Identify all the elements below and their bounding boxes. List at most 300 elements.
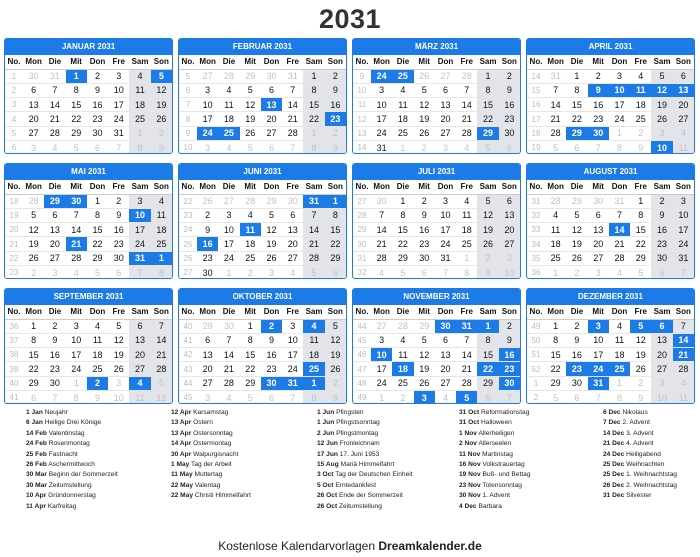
week-number: 33 <box>527 223 545 237</box>
month-calendar <box>526 163 695 279</box>
holiday-date: 26 Oct <box>317 492 338 500</box>
holiday-day-cell: 1 <box>303 376 324 390</box>
week-number: 47 <box>353 362 371 376</box>
day-cell: 4 <box>151 194 172 208</box>
holiday-name: Silvester <box>626 492 652 500</box>
weekday-header: Die <box>392 180 413 194</box>
day-cell: 4 <box>290 267 296 278</box>
day-cell: 17 <box>108 98 129 112</box>
holiday-name: Pfingstsonntag <box>336 419 380 427</box>
weekday-header: Fre <box>456 305 477 319</box>
weekday-header: Sam <box>129 55 150 69</box>
holiday-day-cell: 31 <box>129 251 150 265</box>
month-title: DEZEMBER 2031 <box>527 289 694 305</box>
day-cell: 27 <box>197 69 218 83</box>
weekday-header: Son <box>151 305 172 319</box>
day-cell: 2 <box>108 194 129 208</box>
holiday-item <box>26 470 118 480</box>
day-cell: 29 <box>392 251 413 265</box>
day-cell: 28 <box>218 376 239 390</box>
day-cell: 14 <box>456 98 477 112</box>
holiday-column <box>26 408 118 512</box>
day-cell: 27 <box>435 126 456 140</box>
week-row <box>179 333 346 347</box>
holiday-item <box>317 418 413 428</box>
day-cell: 24 <box>609 112 630 126</box>
day-cell: 1 <box>553 267 559 278</box>
holiday-day-cell: 2 <box>87 376 108 390</box>
month-table <box>353 305 520 404</box>
week-row <box>353 237 520 251</box>
week-row <box>179 126 346 140</box>
holiday-item <box>26 491 118 501</box>
day-cell: 18 <box>303 348 324 362</box>
day-cell: 7 <box>371 208 392 222</box>
day-cell: 9 <box>325 83 346 97</box>
day-cell: 12 <box>414 348 435 362</box>
week-number-header: No. <box>179 305 197 319</box>
day-cell: 24 <box>435 237 456 251</box>
day-cell: 27 <box>371 319 392 333</box>
day-cell: 1 <box>609 376 630 390</box>
day-cell: 17 <box>588 348 609 362</box>
holiday-name: 4. Advent <box>626 440 654 448</box>
day-cell: 2 <box>400 392 406 403</box>
day-cell: 27 <box>197 376 218 390</box>
week-number: 23 <box>9 268 19 278</box>
holiday-item <box>603 481 677 491</box>
day-cell: 30 <box>44 376 65 390</box>
week-number: 14 <box>357 143 367 153</box>
day-cell: 29 <box>477 376 498 390</box>
day-cell: 5 <box>23 208 44 222</box>
day-cell: 19 <box>630 348 651 362</box>
day-cell: 2 <box>31 267 37 278</box>
day-cell: 4 <box>226 392 232 403</box>
day-cell: 7 <box>303 208 324 222</box>
day-cell: 28 <box>218 69 239 83</box>
day-cell: 17 <box>371 362 392 376</box>
weekday-header: Mon <box>545 55 566 69</box>
day-cell: 2 <box>574 267 580 278</box>
holiday-date: 4 Dec <box>459 502 477 510</box>
month-title: SEPTEMBER 2031 <box>5 289 172 305</box>
day-cell: 10 <box>113 392 124 403</box>
holiday-date: 21 Dec <box>603 440 625 448</box>
day-cell: 21 <box>282 112 303 126</box>
week-number-header: No. <box>353 305 371 319</box>
week-number: 28 <box>353 208 371 222</box>
day-cell: 26 <box>197 194 218 208</box>
week-row <box>5 362 172 376</box>
week-number: 46 <box>353 348 371 362</box>
day-cell: 17 <box>282 348 303 362</box>
holiday-name: Reformationstag <box>481 409 530 416</box>
day-cell: 19 <box>151 98 172 112</box>
day-cell: 13 <box>282 223 303 237</box>
holiday-name: Allerseelen <box>478 440 512 448</box>
holiday-item <box>26 408 118 418</box>
day-cell: 19 <box>108 348 129 362</box>
month-title: MÄRZ 2031 <box>353 39 520 55</box>
day-cell: 23 <box>588 112 609 126</box>
day-cell: 2 <box>325 69 346 83</box>
week-row <box>5 194 172 208</box>
day-cell: 27 <box>499 237 520 251</box>
holiday-name: Christi Himmelfahrt <box>194 492 251 500</box>
holiday-name: Beginn der Sommerzeit <box>48 471 118 479</box>
week-row <box>179 140 346 154</box>
day-cell: 6 <box>574 392 580 403</box>
week-row <box>527 348 694 362</box>
holiday-name: Ostern <box>193 419 213 427</box>
day-cell: 19 <box>23 237 44 251</box>
day-cell: 1 <box>240 319 261 333</box>
day-cell: 3 <box>108 69 129 83</box>
holiday-day-cell: 16 <box>499 348 520 362</box>
footer-text: Kostenlose Kalendarvorlagen <box>218 539 379 553</box>
weekday-header: Mit <box>414 180 435 194</box>
day-cell: 5 <box>477 194 498 208</box>
day-cell: 21 <box>545 112 566 126</box>
week-row <box>179 194 346 208</box>
weekday-header: Sam <box>477 55 498 69</box>
holiday-item <box>317 439 413 449</box>
day-cell: 6 <box>94 142 100 153</box>
week-number: 48 <box>353 376 371 390</box>
weekday-header: Don <box>261 55 282 69</box>
holiday-name: 2. Weihnachtstag <box>626 481 677 489</box>
day-cell: 24 <box>282 362 303 376</box>
weekday-header: Sam <box>303 55 324 69</box>
day-cell: 8 <box>545 333 566 347</box>
holiday-item <box>317 470 413 480</box>
day-cell: 20 <box>651 348 672 362</box>
day-cell: 26 <box>23 251 44 265</box>
week-number: 13 <box>353 126 371 140</box>
holiday-column <box>317 408 413 512</box>
weekday-header: Sam <box>303 180 324 194</box>
week-number: 32 <box>527 208 545 222</box>
day-cell: 3 <box>268 267 274 278</box>
day-cell: 16 <box>588 98 609 112</box>
day-cell: 14 <box>371 223 392 237</box>
week-row <box>527 208 694 222</box>
weekday-header: Die <box>566 180 587 194</box>
holiday-date: 2 Nov <box>459 440 477 448</box>
holiday-item <box>603 491 677 501</box>
week-number: 44 <box>179 376 197 390</box>
holiday-date: 31 Oct <box>459 409 480 416</box>
day-cell: 5 <box>651 69 672 83</box>
week-row <box>353 208 520 222</box>
holiday-item <box>603 408 677 418</box>
day-cell: 5 <box>108 319 129 333</box>
day-cell: 31 <box>376 142 387 153</box>
day-cell: 26 <box>566 251 587 265</box>
weekday-header: Mon <box>371 180 392 194</box>
day-cell: 29 <box>66 126 87 140</box>
holiday-column <box>459 408 531 512</box>
weekday-header: Mon <box>197 55 218 69</box>
day-cell: 27 <box>44 251 65 265</box>
day-cell: 10 <box>588 333 609 347</box>
holiday-item <box>603 439 677 449</box>
day-cell: 22 <box>477 112 498 126</box>
holiday-date: 10 Apr <box>26 492 47 500</box>
week-number: 39 <box>5 362 23 376</box>
holiday-item <box>459 408 531 418</box>
weekday-header: Son <box>673 305 694 319</box>
weekday-header: Sam <box>477 305 498 319</box>
day-cell: 8 <box>464 267 470 278</box>
day-cell: 7 <box>442 267 448 278</box>
day-cell: 29 <box>23 376 44 390</box>
holiday-day-cell: 14 <box>673 333 694 347</box>
day-cell: 16 <box>566 348 587 362</box>
day-cell: 13 <box>23 98 44 112</box>
holiday-day-cell: 24 <box>588 362 609 376</box>
week-row <box>5 126 172 140</box>
day-cell: 25 <box>87 362 108 376</box>
month-title: APRIL 2031 <box>527 39 694 55</box>
week-number: 22 <box>179 194 197 208</box>
day-cell: 7 <box>218 333 239 347</box>
week-row <box>353 98 520 112</box>
weekday-header: Sam <box>129 180 150 194</box>
day-cell: 7 <box>282 83 303 97</box>
day-cell: 8 <box>616 392 622 403</box>
week-number: 11 <box>353 98 371 112</box>
day-cell: 16 <box>499 98 520 112</box>
holiday-day-cell: 16 <box>197 237 218 251</box>
holiday-day-cell: 25 <box>609 362 630 376</box>
day-cell: 20 <box>435 112 456 126</box>
weekday-header: Die <box>44 180 65 194</box>
day-cell: 3 <box>442 142 448 153</box>
weekday-header: Fre <box>282 180 303 194</box>
holiday-date: 25 Dec <box>603 471 625 479</box>
day-cell: 9 <box>325 390 346 404</box>
day-cell: 9 <box>566 333 587 347</box>
week-number-header: No. <box>5 180 23 194</box>
day-cell: 5 <box>94 267 100 278</box>
day-cell: 5 <box>247 392 253 403</box>
day-cell: 24 <box>66 362 87 376</box>
week-number: 2 <box>5 83 23 97</box>
week-number: 5 <box>179 69 197 83</box>
holiday-day-cell: 4 <box>129 376 150 390</box>
week-row <box>353 376 520 390</box>
week-row <box>353 112 520 126</box>
holiday-date: 16 Nov <box>459 461 481 469</box>
holiday-day-cell: 12 <box>651 83 672 97</box>
footer <box>0 539 700 553</box>
day-cell: 14 <box>282 98 303 112</box>
day-cell: 2 <box>421 142 427 153</box>
day-cell: 20 <box>499 223 520 237</box>
weekday-header: Sam <box>651 180 672 194</box>
day-cell: 18 <box>129 98 150 112</box>
weekday-header: Fre <box>108 180 129 194</box>
day-cell: 1 <box>456 251 477 265</box>
holiday-day-cell: 29 <box>44 194 65 208</box>
week-number: 23 <box>179 208 197 222</box>
day-cell: 13 <box>197 348 218 362</box>
weekday-header: Don <box>435 180 456 194</box>
day-cell: 11 <box>129 83 150 97</box>
holiday-day-cell: 30 <box>261 376 282 390</box>
day-cell: 2 <box>325 126 346 140</box>
day-cell: 28 <box>673 362 694 376</box>
month-table <box>527 305 694 404</box>
day-cell: 2 <box>566 319 587 333</box>
day-cell: 20 <box>197 362 218 376</box>
day-cell: 20 <box>435 362 456 376</box>
holiday-item <box>459 429 531 439</box>
weekday-header: Fre <box>456 180 477 194</box>
day-cell: 11 <box>303 333 324 347</box>
day-cell: 7 <box>129 265 150 279</box>
week-number: 20 <box>5 223 23 237</box>
holiday-item <box>171 470 251 480</box>
month-title: FEBRUAR 2031 <box>179 39 346 55</box>
day-cell: 16 <box>87 98 108 112</box>
weekday-header: Son <box>325 180 346 194</box>
holiday-name: Zeitumstellung <box>339 502 382 510</box>
months-grid <box>4 38 696 404</box>
month-table <box>353 180 520 279</box>
holiday-item <box>26 418 118 428</box>
day-cell: 22 <box>566 112 587 126</box>
weekday-header: Mit <box>588 180 609 194</box>
holiday-name: Totensonntag <box>482 481 522 489</box>
day-cell: 8 <box>566 83 587 97</box>
day-cell: 3 <box>52 267 58 278</box>
weekday-header: Son <box>325 55 346 69</box>
day-cell: 26 <box>414 126 435 140</box>
day-cell: 8 <box>630 208 651 222</box>
week-number: 35 <box>527 251 545 265</box>
day-cell: 20 <box>588 237 609 251</box>
day-cell: 30 <box>651 251 672 265</box>
day-cell: 21 <box>151 348 172 362</box>
holiday-date: 30 Apr <box>171 450 192 458</box>
day-cell: 5 <box>477 140 498 154</box>
day-cell: 19 <box>261 237 282 251</box>
holiday-item <box>603 418 677 428</box>
week-number: 52 <box>527 362 545 376</box>
weekday-header: Fre <box>108 55 129 69</box>
holiday-item <box>459 502 531 512</box>
day-cell: 6 <box>435 83 456 97</box>
weekday-header: Die <box>566 305 587 319</box>
holiday-date: 25 Dec <box>603 461 625 469</box>
day-cell: 23 <box>499 112 520 126</box>
day-cell: 2 <box>414 194 435 208</box>
day-cell: 29 <box>197 319 218 333</box>
week-number: 25 <box>179 237 197 251</box>
month-calendar <box>4 288 173 404</box>
holiday-date: 24 Dec <box>603 450 625 458</box>
holiday-day-cell: 2 <box>261 319 282 333</box>
holiday-date: 23 Nov <box>459 481 481 489</box>
week-row <box>353 319 520 333</box>
day-cell: 1 <box>566 69 587 83</box>
weekday-header: Son <box>499 305 520 319</box>
day-cell: 30 <box>414 251 435 265</box>
day-cell: 20 <box>261 112 282 126</box>
day-cell: 3 <box>651 376 672 390</box>
holiday-day-cell: 29 <box>566 126 587 140</box>
day-cell: 4 <box>226 142 232 153</box>
day-cell: 15 <box>23 348 44 362</box>
holiday-day-cell: 31 <box>303 194 324 208</box>
week-row <box>179 265 346 279</box>
day-cell: 29 <box>414 319 435 333</box>
day-cell: 29 <box>87 251 108 265</box>
day-cell: 21 <box>303 237 324 251</box>
week-number: 32 <box>357 268 367 278</box>
weekday-header: Mit <box>240 55 261 69</box>
day-cell: 19 <box>414 362 435 376</box>
month-calendar <box>526 288 695 404</box>
holiday-date: 1 Jun <box>317 409 335 416</box>
holiday-name: Fastnacht <box>48 450 78 458</box>
day-cell: 1 <box>477 69 498 83</box>
weekday-header: Mon <box>23 180 44 194</box>
holiday-day-cell: 21 <box>673 348 694 362</box>
week-number-header: No. <box>5 55 23 69</box>
weekday-header: Mon <box>545 305 566 319</box>
holiday-name: Ostersonntag <box>193 429 233 437</box>
holiday-day-cell: 10 <box>129 208 150 222</box>
day-cell: 16 <box>108 223 129 237</box>
day-cell: 7 <box>456 333 477 347</box>
holiday-day-cell: 5 <box>630 319 651 333</box>
day-cell: 17 <box>609 98 630 112</box>
holiday-day-cell: 25 <box>303 362 324 376</box>
holiday-column <box>171 408 251 502</box>
day-cell: 6 <box>44 208 65 222</box>
weekday-header: Sam <box>129 305 150 319</box>
holiday-day-cell: 11 <box>630 83 651 97</box>
day-cell: 21 <box>456 112 477 126</box>
day-cell: 11 <box>545 223 566 237</box>
weekday-header: Mit <box>588 55 609 69</box>
weekday-header: Mon <box>371 305 392 319</box>
weekday-header: Mit <box>66 305 87 319</box>
holiday-name: 1. Weihnachtstag <box>626 471 677 479</box>
week-number: 45 <box>353 333 371 347</box>
holiday-name: Fronleichnam <box>339 440 380 448</box>
day-cell: 30 <box>218 319 239 333</box>
week-row <box>527 69 694 83</box>
weekday-header: Mit <box>66 180 87 194</box>
holiday-date: 17 Jun <box>317 450 338 458</box>
holiday-date: 3 Oct <box>317 471 334 479</box>
day-cell: 9 <box>477 265 498 279</box>
day-cell: 1 <box>400 142 406 153</box>
day-cell: 10 <box>435 208 456 222</box>
weekday-header: Don <box>87 180 108 194</box>
day-cell: 20 <box>673 98 694 112</box>
day-cell: 25 <box>392 126 413 140</box>
weekday-header: Don <box>435 305 456 319</box>
day-cell: 4 <box>456 194 477 208</box>
day-cell: 14 <box>44 98 65 112</box>
week-row <box>5 208 172 222</box>
